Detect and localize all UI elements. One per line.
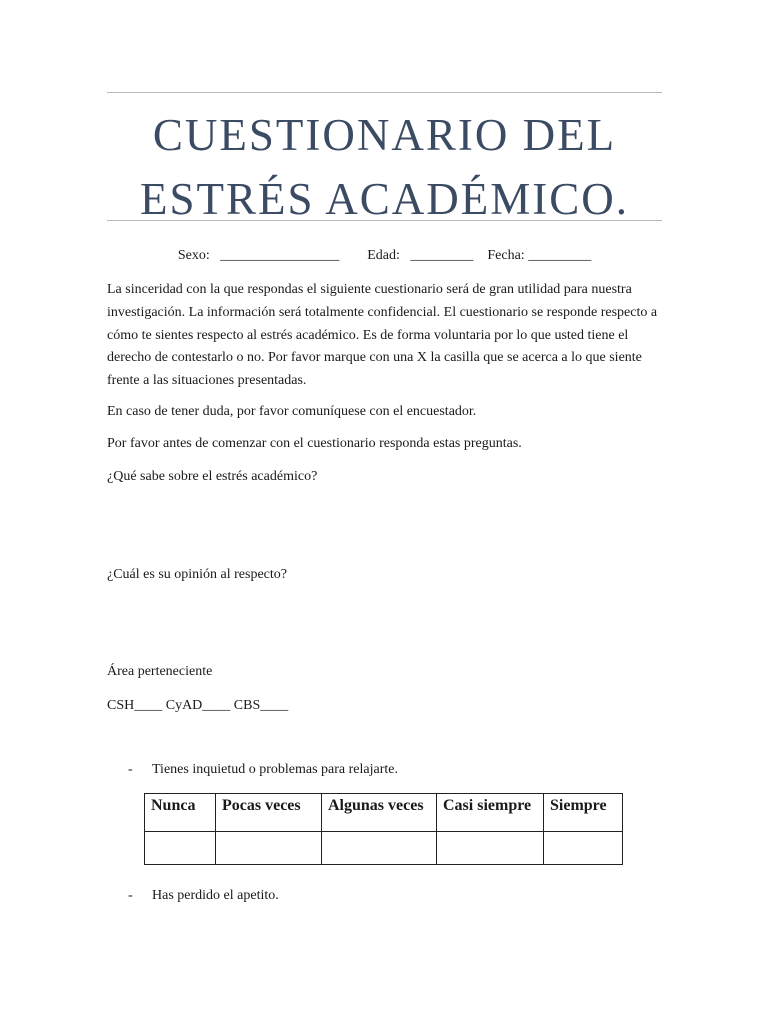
date-field[interactable]: _________ (528, 248, 592, 263)
intro-paragraph: La sinceridad con la que respondas el siguiente cuestionario será de gran utilidad para nuestra investigación. La información será totalmente confidencial. El cuestionario se responde respecto a cómo te sientes respecto al estrés académico. Es de forma voluntaria por lo que usted tiene el derecho de contestarlo o no. Por favor marque con una X la casilla que se acerca a lo que siente frente a las situaciones presentadas. (107, 282, 658, 389)
age-field[interactable]: _________ (410, 248, 474, 263)
age-label: Edad: (367, 248, 400, 263)
doubt-note: En caso de tener duda, por favor comuníquese con el encuestador. (107, 404, 477, 419)
question-knowledge: ¿Qué sabe sobre el estrés académico? (107, 469, 318, 484)
sex-label: Sexo: (177, 248, 210, 263)
scale-header-casi-siempre: Casi siempre (437, 794, 544, 832)
sex-field[interactable]: _________________ (220, 248, 340, 263)
title-bottom-rule (107, 220, 662, 221)
list-item (128, 760, 398, 780)
table-header-row (145, 794, 623, 832)
document-title (107, 103, 662, 231)
scale-header-pocas-veces: Pocas veces (216, 794, 322, 832)
title-line-2: ESTRÉS ACADÉMICO. (139, 174, 630, 224)
answer-cell-algunas-veces[interactable] (322, 832, 437, 865)
title-top-rule (107, 92, 662, 93)
respondent-fields (107, 248, 662, 264)
list-item (128, 886, 279, 906)
frequency-scale-table (144, 793, 623, 865)
scale-header-algunas-veces: Algunas veces (322, 794, 437, 832)
title-line-1: CUESTIONARIO DEL (152, 110, 617, 160)
date-label: Fecha: (487, 248, 525, 263)
list-dash: - (128, 762, 133, 777)
question-opinion: ¿Cuál es su opinión al respecto? (107, 567, 288, 582)
item-text: Tienes inquietud o problemas para relajarte. (152, 762, 398, 777)
area-options[interactable]: CSH____ CyAD____ CBS____ (107, 698, 289, 713)
scale-header-siempre: Siempre (544, 794, 623, 832)
table-row (145, 832, 623, 865)
area-label: Área perteneciente (107, 664, 213, 679)
list-dash: - (128, 888, 133, 903)
scale-header-nunca: Nunca (145, 794, 216, 832)
answer-cell-pocas-veces[interactable] (216, 832, 322, 865)
answer-cell-casi-siempre[interactable] (437, 832, 544, 865)
before-note: Por favor antes de comenzar con el cuestionario responda estas preguntas. (107, 436, 522, 451)
item-text: Has perdido el apetito. (152, 888, 279, 903)
answer-cell-siempre[interactable] (544, 832, 623, 865)
answer-cell-nunca[interactable] (145, 832, 216, 865)
